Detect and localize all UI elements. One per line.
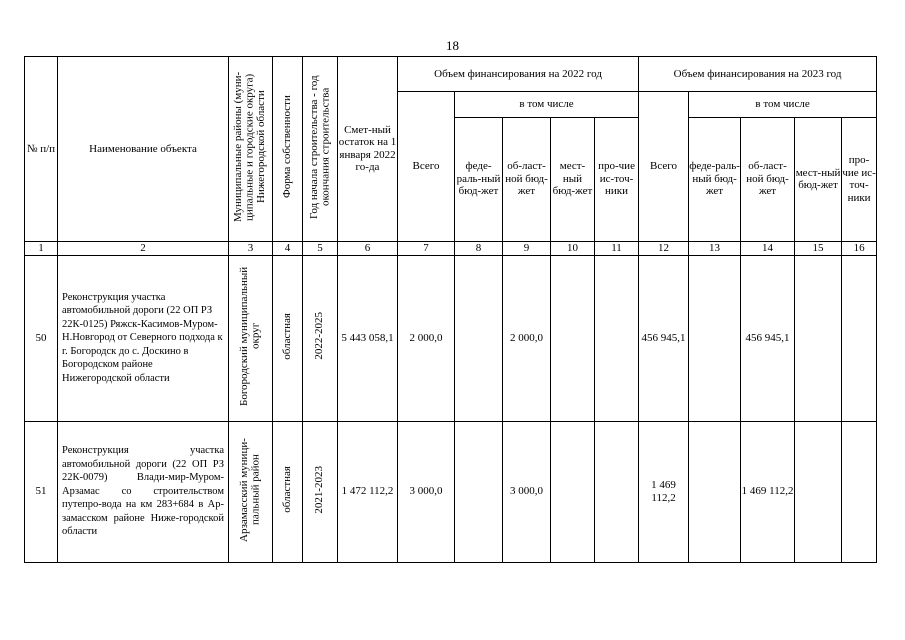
object-name: Реконструкция участка автомобильной дороги (22 ОП РЗ 22К-0125) Ряжск-Касимов-Муром-Н.Новгород от Северного подхода к г. Богородск до с. Доскино в Богородском районе Нижегородской области — [58, 255, 229, 421]
object-name: Реконструкция участка автомобильной дороги (22 ОП РЗ 22К-0079) Влади-мир-Муром-Арзамас со строительством путепро-вода на км 283+684 в Ар-замасском районе Ниже-городской области — [58, 421, 229, 562]
column-number: 13 — [689, 241, 741, 255]
regional-2023: 456 945,1 — [741, 255, 795, 421]
column-number-row — [25, 241, 877, 255]
table-row — [25, 421, 877, 562]
column-number: 11 — [595, 241, 639, 255]
column-number: 2 — [58, 241, 229, 255]
header-other-2022: про-чие ис-точ-ники — [595, 117, 639, 241]
page-number: 18 — [446, 38, 459, 53]
total-2022: 2 000,0 — [398, 255, 455, 421]
regional-2022: 3 000,0 — [503, 421, 551, 562]
local-2023 — [795, 421, 842, 562]
row-number: 50 — [25, 255, 58, 421]
total-2023: 456 945,1 — [639, 255, 689, 421]
column-number: 12 — [639, 241, 689, 255]
header-local-2022: мест-ный бюд-жет — [551, 117, 595, 241]
federal-2022 — [455, 421, 503, 562]
column-number: 1 — [25, 241, 58, 255]
column-number: 14 — [741, 241, 795, 255]
header-years: Год начала строительства - год окончания строительства — [303, 57, 338, 242]
header-ownership: Форма собственности — [273, 57, 303, 242]
header-name: Наименование объекта — [58, 57, 229, 242]
estimated-balance: 5 443 058,1 — [338, 255, 398, 421]
other-2023 — [842, 255, 877, 421]
column-number: 8 — [455, 241, 503, 255]
header-regional-2023: об-ласт-ной бюд-жет — [741, 117, 795, 241]
header-total-2022: Всего — [398, 92, 455, 242]
column-number: 7 — [398, 241, 455, 255]
ownership: областная — [273, 421, 303, 562]
header-balance: Смет-ный остаток на 1 января 2022 го-да — [338, 57, 398, 242]
column-number: 9 — [503, 241, 551, 255]
district: Богородский муниципальный округ — [229, 255, 273, 421]
regional-2023: 1 469 112,2 — [741, 421, 795, 562]
header-district: Муниципальные районы (муни-ципальные и городские округа) Нижегородской области — [229, 57, 273, 242]
column-number: 10 — [551, 241, 595, 255]
header-no: № п/п — [25, 57, 58, 242]
estimated-balance: 1 472 112,2 — [338, 421, 398, 562]
other-2023 — [842, 421, 877, 562]
column-number: 3 — [229, 241, 273, 255]
local-2022 — [551, 421, 595, 562]
ownership: областная — [273, 255, 303, 421]
column-number: 6 — [338, 241, 398, 255]
construction-years: 2022-2025 — [303, 255, 338, 421]
header-total-2023: Всего — [639, 92, 689, 242]
header-including-2022: в том числе — [455, 92, 639, 118]
header-federal-2022: феде-раль-ный бюд-жет — [455, 117, 503, 241]
local-2023 — [795, 255, 842, 421]
column-number: 16 — [842, 241, 877, 255]
total-2022: 3 000,0 — [398, 421, 455, 562]
federal-2023 — [689, 255, 741, 421]
financing-table — [24, 56, 877, 563]
header-local-2023: мест-ный бюд-жет — [795, 117, 842, 241]
header-row-1 — [25, 57, 877, 92]
other-2022 — [595, 255, 639, 421]
row-number: 51 — [25, 421, 58, 562]
table-row — [25, 255, 877, 421]
other-2022 — [595, 421, 639, 562]
header-including-2023: в том числе — [689, 92, 877, 118]
header-fin-2022: Объем финансирования на 2022 год — [398, 57, 639, 92]
header-fin-2023: Объем финансирования на 2023 год — [639, 57, 877, 92]
federal-2022 — [455, 255, 503, 421]
total-2023: 1 469 112,2 — [639, 421, 689, 562]
header-regional-2022: об-ласт-ной бюд-жет — [503, 117, 551, 241]
federal-2023 — [689, 421, 741, 562]
column-number: 15 — [795, 241, 842, 255]
header-federal-2023: феде-раль-ный бюд-жет — [689, 117, 741, 241]
header-other-2023: про-чие ис-точ-ники — [842, 117, 877, 241]
column-number: 5 — [303, 241, 338, 255]
regional-2022: 2 000,0 — [503, 255, 551, 421]
column-number: 4 — [273, 241, 303, 255]
district: Арзамасский муници-пальный район — [229, 421, 273, 562]
construction-years: 2021-2023 — [303, 421, 338, 562]
local-2022 — [551, 255, 595, 421]
